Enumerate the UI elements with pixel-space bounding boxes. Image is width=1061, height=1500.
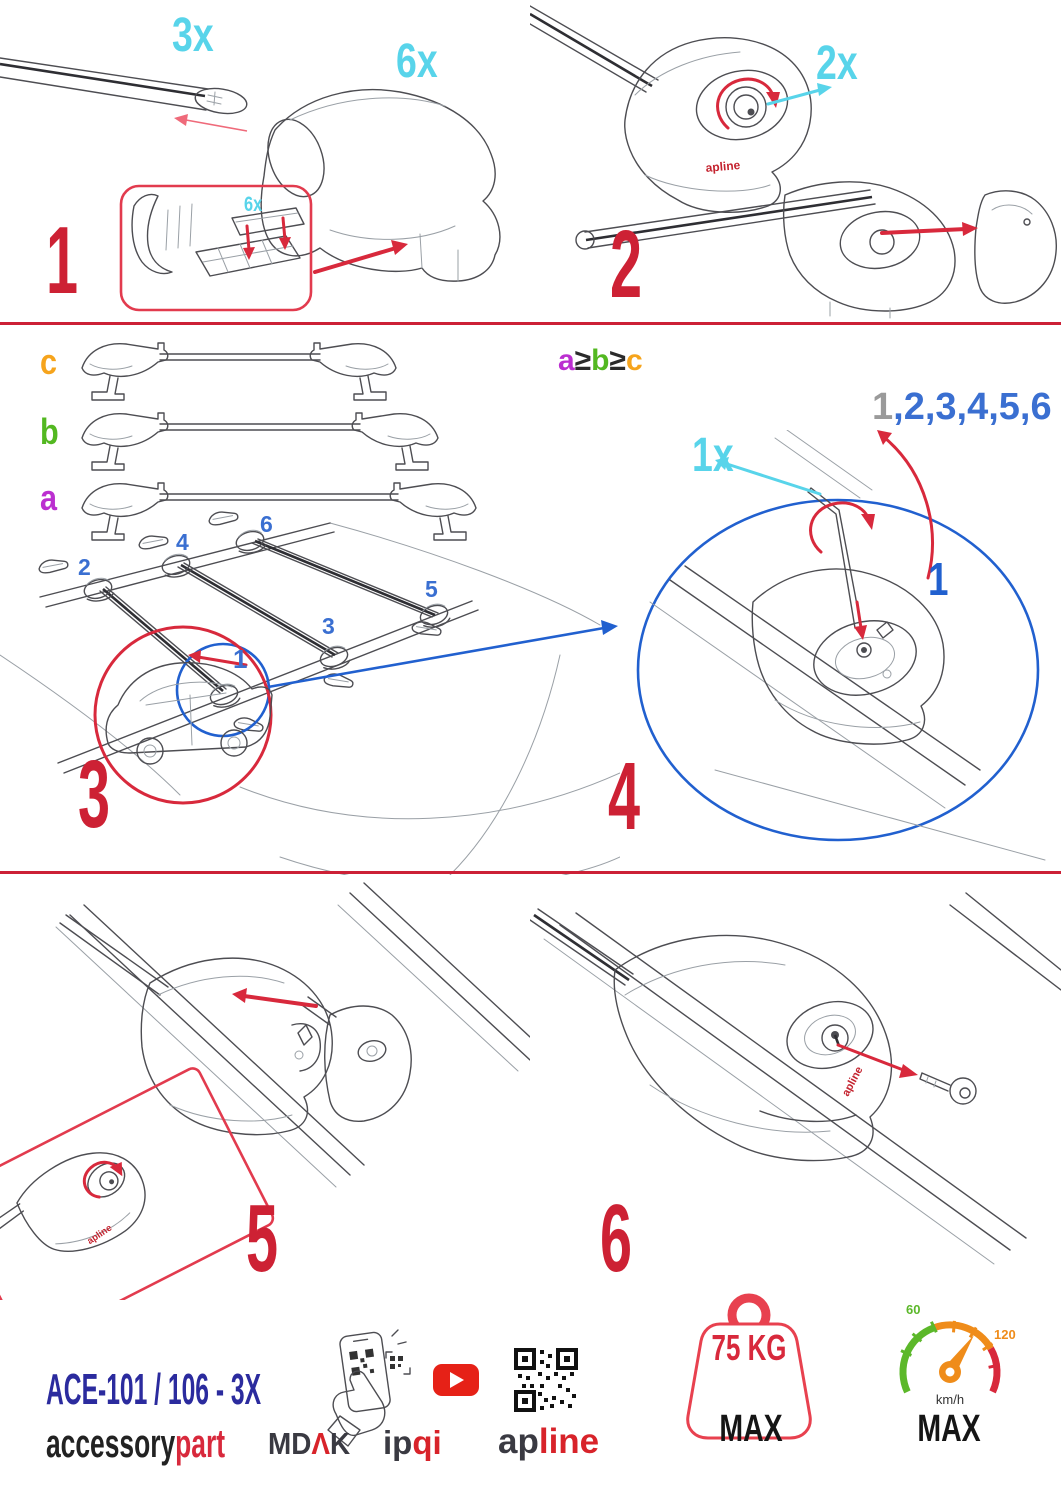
foot-quantity-label: 6x	[396, 35, 438, 88]
insert-arrow	[174, 114, 247, 131]
position-4-label: 4	[176, 529, 189, 555]
step6-number: 6	[600, 1185, 633, 1292]
step3-number: 3	[78, 741, 111, 848]
foot-drawing	[60, 915, 332, 1135]
floating-caps	[38, 510, 442, 734]
tighten-inset	[0, 1066, 279, 1300]
position-6-label: 6	[260, 511, 273, 537]
section-divider-bottom	[0, 871, 1061, 874]
rail-lines	[56, 883, 530, 1187]
key-drawing	[920, 1073, 976, 1104]
step4-number: 4	[608, 743, 641, 850]
upper-foot-drawing	[530, 6, 832, 212]
apline-logo: apline	[498, 1422, 600, 1461]
size-rule-label: a≥b≥c	[558, 344, 643, 377]
maker-logo: accessorypart	[46, 1422, 226, 1466]
zoom-arrow-to-step4	[268, 620, 618, 687]
mdak-logo: MDΛK	[268, 1426, 351, 1461]
step4-position-label: 1	[928, 553, 949, 605]
speed-low-label: 60	[906, 1302, 921, 1317]
step1-number: 1	[46, 207, 79, 314]
brand-mark-step5: apline	[85, 1222, 115, 1247]
bar-b-drawing	[82, 413, 438, 470]
rubber-pad-inset	[121, 186, 311, 310]
weight-value-label: 75 KG	[711, 1327, 787, 1368]
weight-max-label: MAX	[719, 1408, 783, 1450]
knob-quantity-label: 2x	[816, 37, 858, 90]
foot-drawing	[530, 909, 891, 1161]
step4-illustration	[625, 430, 1061, 872]
position-2-label: 2	[78, 554, 91, 580]
brand-mark-step2: apline	[705, 158, 741, 175]
bar-c-drawing	[82, 343, 396, 400]
qr-code	[514, 1348, 578, 1412]
position-1-label: 1	[233, 644, 248, 674]
slide-arrow	[232, 988, 316, 1006]
crossbar-drawing	[0, 58, 249, 117]
speed-limit-icon	[888, 1296, 1020, 1418]
allen-key-drawing	[808, 488, 875, 640]
step5-number: 5	[246, 1185, 279, 1292]
bar-quantity-label: 3x	[172, 9, 214, 62]
bar-a-label: a	[40, 477, 58, 518]
lower-bar-endcap-drawing	[576, 182, 1056, 318]
model-code: ACE-101 / 106 - 3X	[46, 1365, 262, 1414]
rail-lines	[650, 430, 1045, 860]
speed-high-label: 120	[994, 1327, 1016, 1342]
speed-max-label: MAX	[917, 1408, 981, 1450]
youtube-icon	[433, 1364, 479, 1396]
bar-b-label: b	[40, 411, 59, 452]
position-3-label: 3	[322, 613, 335, 639]
ipqi-logo: ipqi	[383, 1424, 442, 1461]
brand-mark-step6: apline	[840, 1064, 866, 1099]
tightening-sequence-label: 1,2,3,4,5,6	[872, 386, 1052, 428]
step1-illustration	[0, 0, 530, 322]
speed-unit-label: km/h	[935, 1392, 965, 1407]
key-quantity-label: 1x	[692, 429, 734, 482]
step2-number: 2	[610, 211, 643, 318]
section-divider-top	[0, 322, 1061, 325]
cover-piece-drawing	[302, 997, 411, 1121]
bar-c-label: c	[40, 341, 58, 382]
pad-quantity-label: 6x	[244, 193, 263, 216]
position-5-label: 5	[425, 576, 438, 602]
